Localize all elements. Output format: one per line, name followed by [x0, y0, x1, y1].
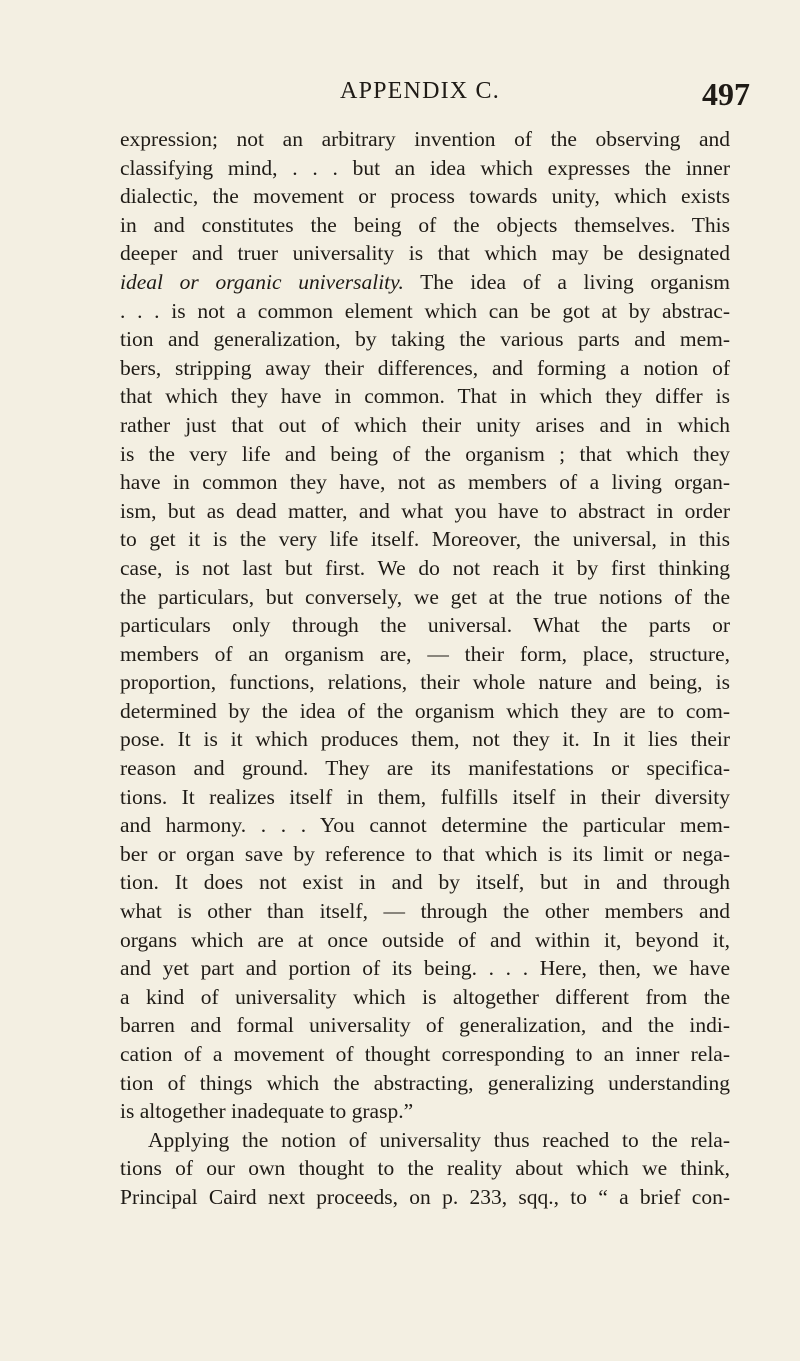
text-line: the particulars, but conversely, we get at the true notions of the	[120, 584, 730, 609]
paragraph-end-line: is altogether inadequate to grasp.”	[120, 1099, 414, 1124]
text-line: case, is not last but first. We do not reach it by first thinking	[120, 555, 730, 580]
text-line: tion. It does not exist in and by itself, but in and through	[120, 870, 730, 895]
text-line: and yet part and portion of its being. . . . Here, then, we have	[120, 956, 730, 981]
text-line-with-italic	[120, 268, 730, 297]
text-line: what is other than itself, — through the other members and	[120, 899, 730, 924]
italic-term: ideal or organic universality.	[120, 269, 404, 294]
text-line: a kind of universality which is altogether different from the	[120, 984, 730, 1009]
text-line: tion and generalization, by taking the various parts and mem-	[120, 327, 730, 352]
text-line: in and constitutes the being of the objects themselves. This	[120, 212, 730, 237]
text-line: . . . is not a common element which can be got at by abstrac-	[120, 298, 730, 323]
text-line: that which they have in common. That in which they differ is	[120, 384, 730, 409]
text-line: cation of a movement of thought corresponding to an inner rela-	[120, 1042, 730, 1066]
text-line: is the very life and being of the organism ; that which they	[120, 441, 730, 466]
text-line: ism, but as dead matter, and what you have to abstract in order	[120, 498, 730, 523]
text-line: deeper and truer universality is that which may be designated	[120, 241, 730, 266]
text-line: dialectic, the movement or process towards unity, which exists	[120, 184, 730, 209]
appendix-heading: APPENDIX C.	[340, 78, 500, 104]
text-line: bers, stripping away their differences, and forming a notion of	[120, 355, 730, 380]
text-line: determined by the idea of the organism which they are to com-	[120, 698, 730, 723]
text-line: and harmony. . . . You cannot determine the particular mem-	[120, 813, 730, 838]
text-line: have in common they have, not as members of a living organ-	[120, 470, 730, 495]
text-line: particulars only through the universal. What the parts or	[120, 613, 730, 638]
text-line: tions. It realizes itself in them, fulfills itself in their diversity	[120, 784, 730, 809]
text-line: to get it is the very life itself. Moreover, the universal, in this	[120, 527, 730, 552]
text-line: tions of our own thought to the reality about which we think,	[120, 1156, 730, 1181]
text-line: rather just that out of which their unity arises and in which	[120, 412, 730, 437]
body-text	[120, 125, 730, 1212]
text-line: members of an organism are, — their form, place, structure,	[120, 641, 730, 666]
text-line-segment: The idea of a living organism	[403, 269, 730, 294]
text-line: expression; not an arbitrary invention of the observing and	[120, 127, 730, 151]
text-line: organs which are at once outside of and within it, beyond it,	[120, 927, 730, 952]
text-line: barren and formal universality of generalization, and the indi-	[120, 1013, 730, 1038]
text-line: pose. It is it which produces them, not they it. In it lies their	[120, 727, 730, 752]
text-line: proportion, functions, relations, their whole nature and being, is	[120, 670, 730, 695]
text-line: ber or organ save by reference to that which is its limit or nega-	[120, 841, 730, 866]
text-line: reason and ground. They are its manifestations or specifica-	[120, 756, 730, 781]
paragraph-start-line: Applying the notion of universality thus reached to the rela-	[148, 1127, 730, 1152]
text-line: tion of things which the abstracting, generalizing understanding	[120, 1070, 730, 1095]
running-head	[90, 78, 750, 112]
text-line: classifying mind, . . . but an idea which expresses the inner	[120, 155, 730, 180]
page-number: 497	[702, 76, 750, 112]
text-line: Principal Caird next proceeds, on p. 233, sqq., to “ a brief con-	[120, 1184, 730, 1209]
